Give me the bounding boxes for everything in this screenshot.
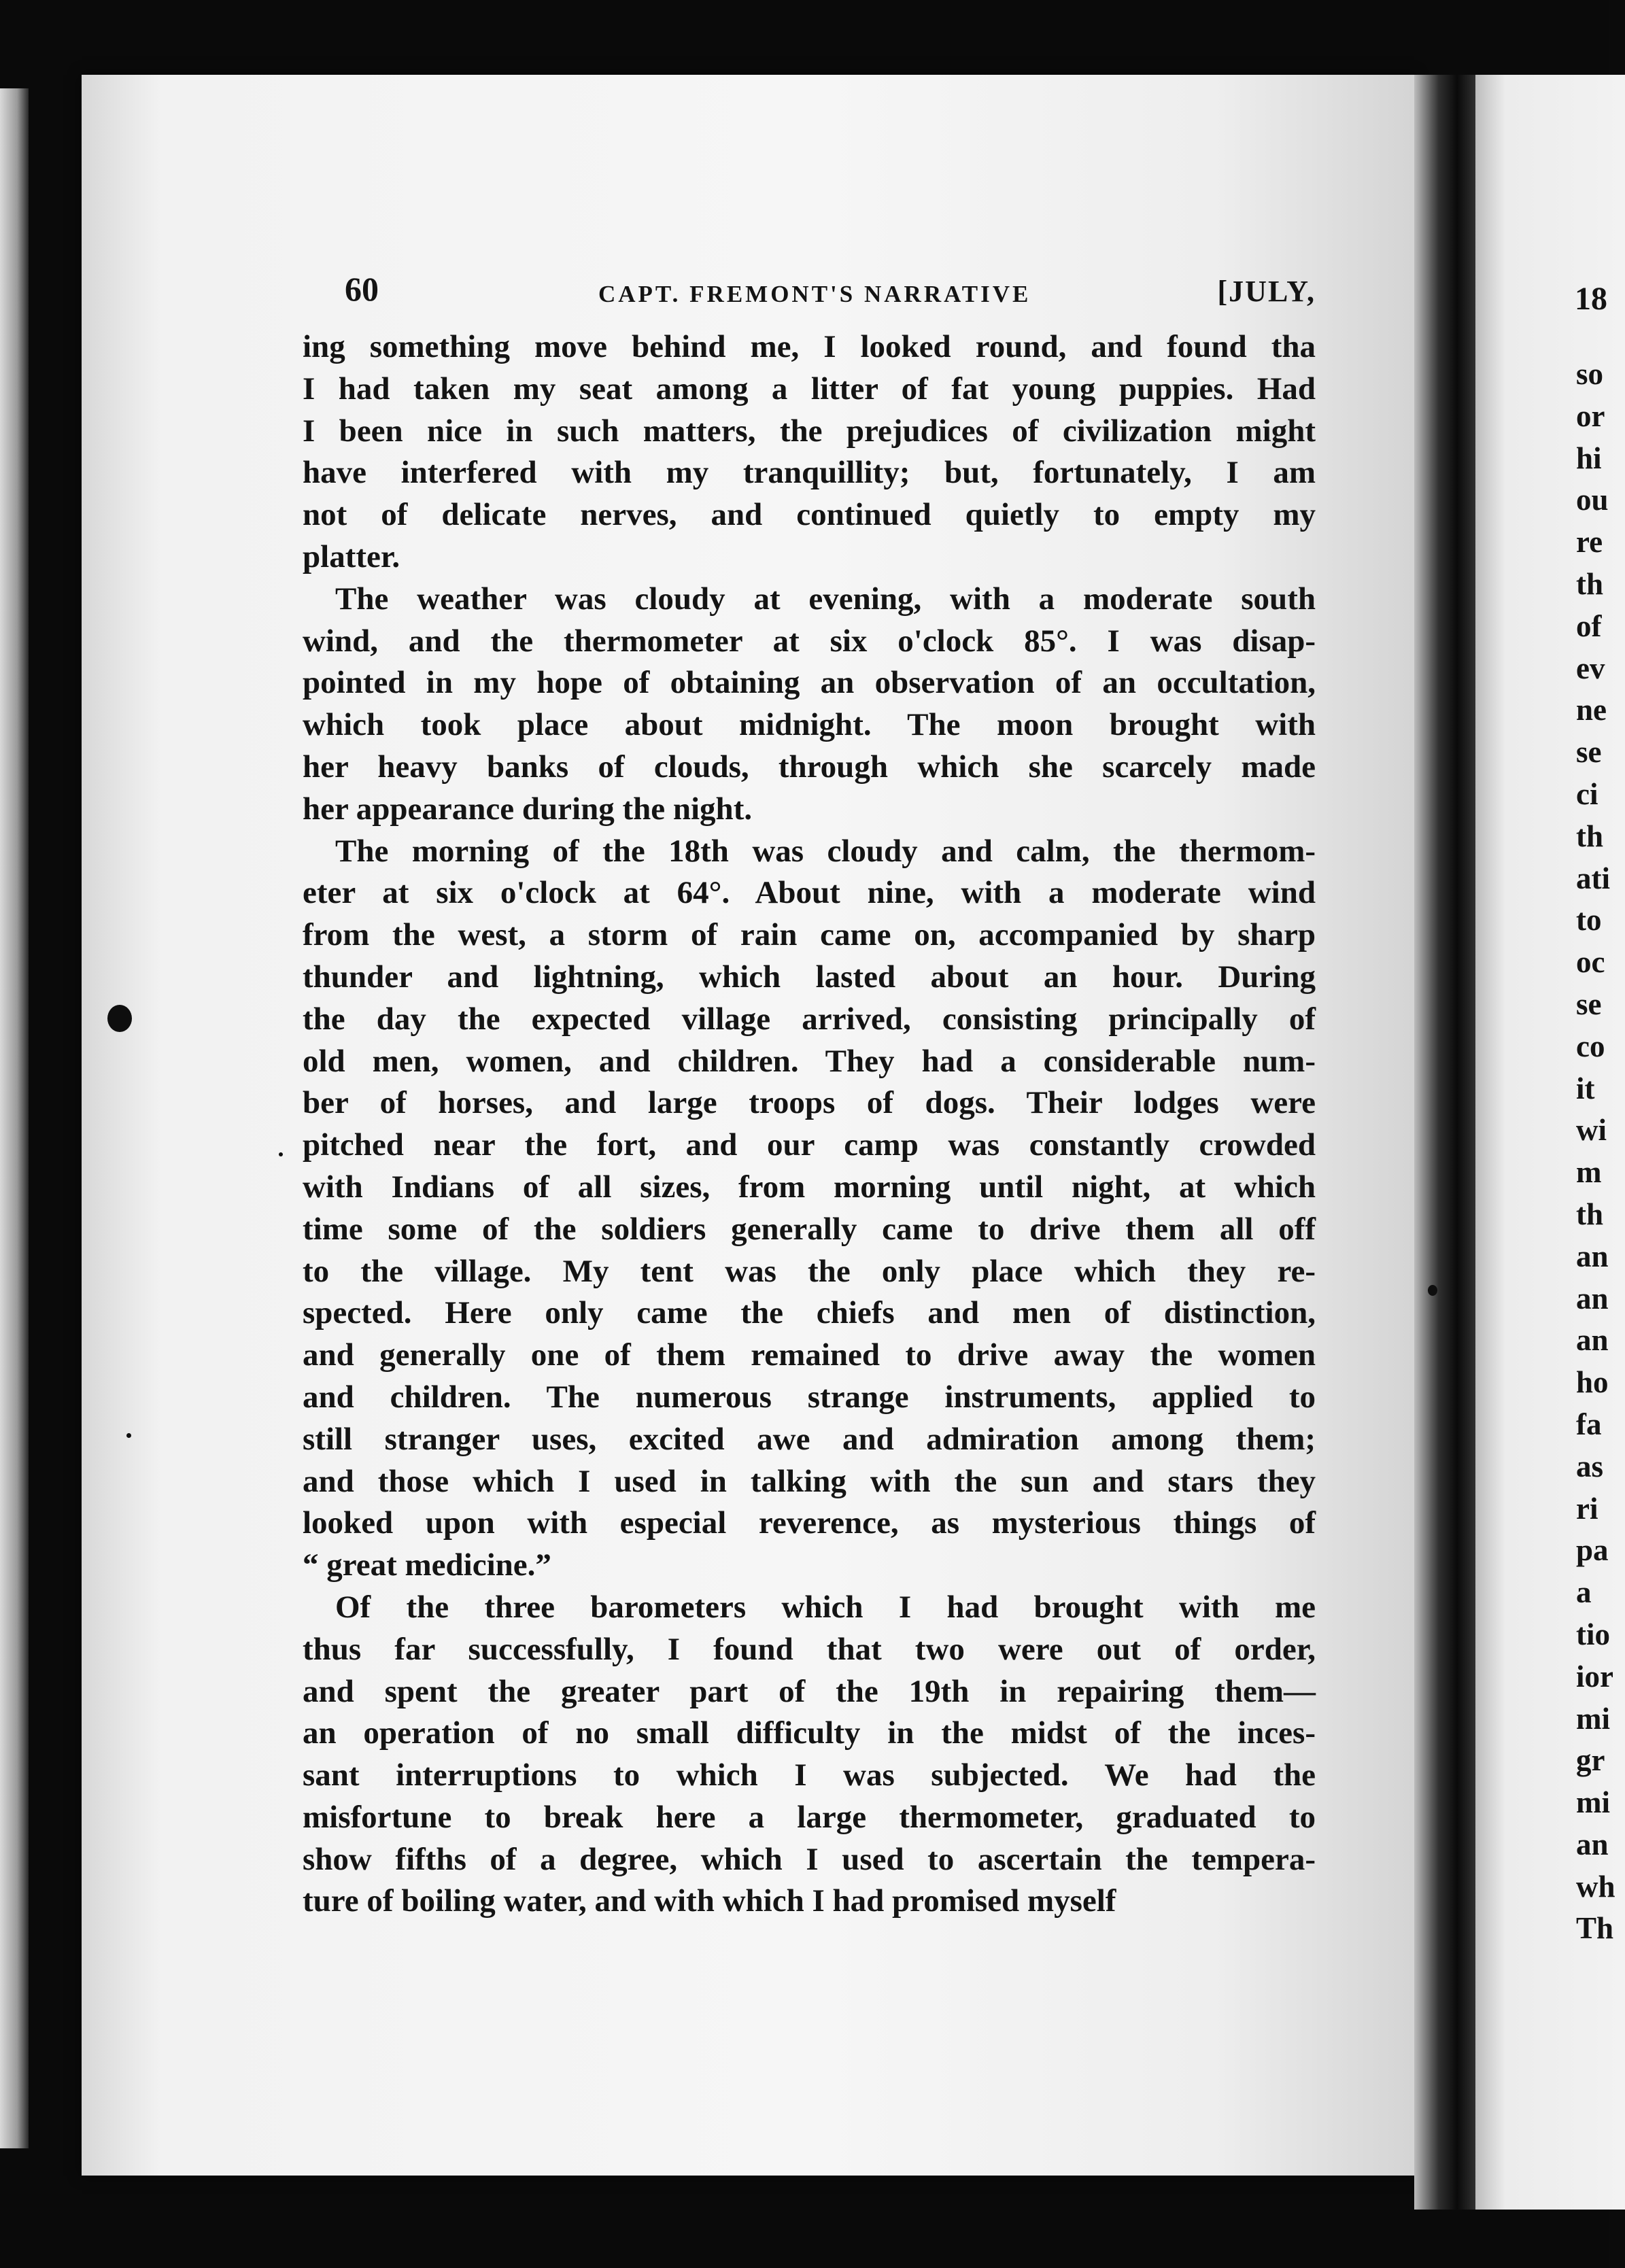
next-page-line-fragment: hi — [1576, 441, 1602, 475]
next-page-number: 18 — [1575, 281, 1607, 317]
text-line: and spent the greater part of the 19th in repairing them— — [303, 1673, 1316, 1709]
text-line: have interfered with my tranquillity; but, fortunately, I am — [303, 455, 1316, 491]
next-page-line-fragment: ev — [1576, 651, 1605, 685]
next-page-line-fragment: th — [1576, 1197, 1604, 1231]
text-line: and children. The numerous strange instruments, applied to — [303, 1379, 1316, 1415]
next-page-line-fragment: an — [1576, 1239, 1609, 1273]
text-line: I been nice in such matters, the prejudices of civilization might — [303, 413, 1316, 449]
next-page-line-fragment: mi — [1576, 1701, 1610, 1736]
next-page-line-fragment: th — [1576, 566, 1604, 601]
text-line: eter at six o'clock at 64°. About nine, with a moderate wind — [303, 875, 1316, 911]
next-page-line-fragment: Th — [1576, 1911, 1614, 1946]
next-page-line-fragment: ati — [1576, 861, 1610, 895]
next-page-line-fragment: pa — [1576, 1533, 1609, 1568]
text-line: Of the three barometers which I had brought with me — [335, 1589, 1316, 1625]
text-line: ture of boiling water, and with which I had promised myself — [303, 1883, 1116, 1919]
text-line: The morning of the 18th was cloudy and calm, the thermom- — [335, 833, 1316, 869]
next-page-line-fragment: fa — [1576, 1407, 1602, 1441]
ink-speck — [1428, 1285, 1437, 1296]
ink-speck — [279, 1152, 283, 1156]
next-page-line-fragment: ou — [1576, 483, 1609, 517]
text-line: thunder and lightning, which lasted about an hour. During — [303, 959, 1316, 995]
text-line: pointed in my hope of obtaining an observation of an occultation, — [303, 665, 1316, 701]
running-date: [JULY, — [1217, 275, 1316, 308]
next-page-line-fragment: co — [1576, 1029, 1605, 1063]
text-line: sant interruptions to which I was subjected. We had the — [303, 1757, 1316, 1793]
next-page-line-fragment: ci — [1576, 776, 1598, 811]
running-title: CAPT. FREMONT'S NARRATIVE — [598, 281, 1031, 307]
next-page-line-fragment: a — [1576, 1575, 1592, 1610]
text-line: pitched near the fort, and our camp was constantly crowded — [303, 1127, 1316, 1163]
text-line: still stranger uses, excited awe and admiration among them; — [303, 1421, 1316, 1457]
text-line: thus far successfully, I found that two were out of order, — [303, 1631, 1316, 1667]
next-page-line-fragment: tio — [1576, 1617, 1610, 1651]
ink-speck — [126, 1433, 131, 1438]
text-line: I had taken my seat among a litter of fat young puppies. Had — [303, 371, 1316, 407]
page-content — [303, 265, 1316, 1923]
text-line: spected. Here only came the chiefs and men of distinction, — [303, 1295, 1316, 1331]
next-page-line-fragment: re — [1576, 525, 1603, 560]
text-line: and generally one of them remained to drive away the women — [303, 1337, 1316, 1373]
text-line: old men, women, and children. They had a considerable num- — [303, 1043, 1316, 1079]
next-page-line-fragment: th — [1576, 819, 1604, 853]
running-head — [303, 265, 1316, 313]
previous-page-edge — [0, 88, 29, 2148]
text-line: looked upon with especial reverence, as mysterious things of — [303, 1505, 1316, 1541]
body-text — [303, 326, 1316, 1923]
next-page-line-fragment: it — [1576, 1071, 1595, 1105]
gutter-shadow — [1414, 75, 1475, 2210]
text-line: with Indians of all sizes, from morning until night, at which — [303, 1169, 1316, 1205]
text-line: platter. — [303, 538, 400, 574]
next-page-line-fragment: an — [1576, 1323, 1609, 1358]
next-page-line-fragment: an — [1576, 1281, 1609, 1316]
text-line: to the village. My tent was the only place which they re- — [303, 1253, 1316, 1289]
text-line: the day the expected village arrived, consisting principally of — [303, 1001, 1316, 1037]
next-page-line-fragment: an — [1576, 1827, 1609, 1861]
next-page-line-fragment: ior — [1576, 1659, 1613, 1694]
text-line: show fifths of a degree, which I used to ascertain the tempera- — [303, 1841, 1316, 1877]
text-line: an operation of no small difficulty in the midst of the inces- — [303, 1715, 1316, 1751]
next-page-line-fragment: mi — [1576, 1785, 1610, 1820]
text-line: her heavy banks of clouds, through which she scarcely made — [303, 749, 1316, 785]
page-number: 60 — [345, 270, 379, 308]
text-line: ing something move behind me, I looked round, and found tha — [303, 329, 1316, 364]
next-page-line-fragment: wi — [1576, 1113, 1607, 1148]
text-line: from the west, a storm of rain came on, accompanied by sharp — [303, 917, 1316, 953]
next-page-line-fragment: ri — [1576, 1491, 1598, 1526]
text-line: which took place about midnight. The moon brought with — [303, 707, 1316, 743]
next-page-line-fragment: or — [1576, 398, 1605, 433]
text-line: ber of horses, and large troops of dogs. Their lodges were — [303, 1085, 1316, 1121]
ink-blot — [107, 1005, 132, 1032]
next-page-line-fragment: so — [1576, 357, 1604, 391]
text-line: not of delicate nerves, and continued quietly to empty my — [303, 497, 1316, 533]
next-page-line-fragment: wh — [1576, 1869, 1615, 1904]
next-page-line-fragment: se — [1576, 986, 1602, 1021]
text-line: her appearance during the night. — [303, 791, 753, 827]
next-page-line-fragment: ho — [1576, 1365, 1609, 1400]
next-page-line-fragments — [1576, 354, 1615, 1950]
text-line: and those which I used in talking with the sun and stars they — [303, 1463, 1316, 1499]
next-page-line-fragment: to — [1576, 903, 1602, 938]
next-page-line-fragment: as — [1576, 1449, 1604, 1483]
next-page-line-fragment: gr — [1576, 1743, 1605, 1778]
next-page-line-fragment: ne — [1576, 693, 1607, 727]
text-line: wind, and the thermometer at six o'clock 85°. I was disap- — [303, 623, 1316, 659]
next-page-line-fragment: of — [1576, 608, 1602, 643]
text-line: time some of the soldiers generally came to drive them all off — [303, 1211, 1316, 1247]
text-line: The weather was cloudy at evening, with a moderate south — [335, 581, 1316, 617]
next-page-line-fragment: se — [1576, 735, 1602, 770]
text-line: “ great medicine.” — [303, 1547, 551, 1583]
next-page-line-fragment: m — [1576, 1155, 1602, 1190]
next-page-line-fragment: oc — [1576, 945, 1605, 980]
text-line: misfortune to break here a large thermometer, graduated to — [303, 1799, 1316, 1835]
